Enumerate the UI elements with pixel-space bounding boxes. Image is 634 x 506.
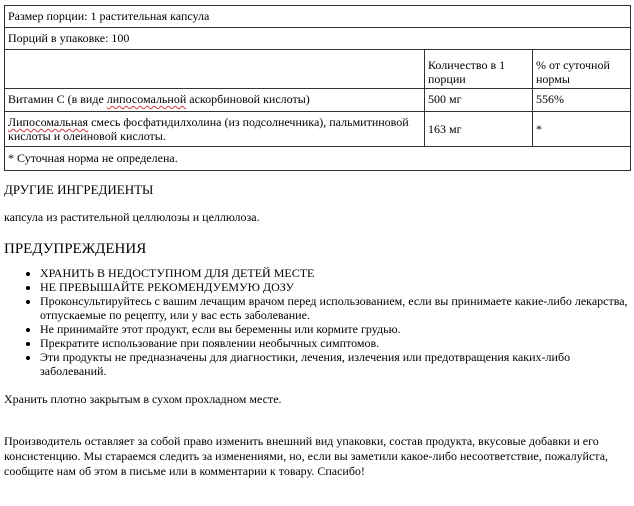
product-info: [4, 5, 630, 479]
ingredient-name-prefix: Витамин C (в виде: [8, 92, 107, 106]
list-item: • Проконсультируйтесь с вашим лечащим врачом перед использованием, если вы принимаете какие-либо лекарства, отпускаемые по рецепту, или у вас есть заболевание.: [40, 294, 630, 322]
list-item: • Не принимайте этот продукт, если вы беременны или кормите грудью.: [40, 322, 630, 336]
header-blank-cell: [5, 50, 425, 89]
list-item: • Прекратите использование при появлении необычных симптомов.: [40, 336, 630, 350]
header-amount: Количество в 1 порции: [425, 50, 533, 89]
header-daily-value: % от суточной нормы: [533, 50, 631, 89]
list-item: • Эти продукты не предназначены для диагностики, лечения, излечения или предотвращения каких-либо заболеваний.: [40, 350, 630, 378]
ingredient-amount: 163 мг: [425, 112, 533, 147]
storage-instructions: Хранить плотно закрытым в сухом прохладном месте.: [4, 392, 282, 406]
list-item: • ХРАНИТЬ В НЕДОСТУПНОМ ДЛЯ ДЕТЕЙ МЕСТЕ: [40, 266, 630, 280]
serving-size-row: [5, 6, 631, 28]
serving-size: Размер порции: 1 растительная капсула: [5, 6, 631, 28]
ingredient-amount: 500 мг: [425, 89, 533, 112]
footnote-row: [5, 147, 631, 171]
other-ingredients-heading: ДРУГИЕ ИНГРЕДИЕНТЫ: [4, 182, 154, 197]
ingredient-daily-value: *: [533, 112, 631, 147]
spellcheck-flagged-word: Липосомальная: [8, 115, 89, 129]
table-header-row: [5, 50, 631, 89]
ingredient-name: [5, 89, 425, 112]
warnings-heading: ПРЕДУПРЕЖДЕНИЯ: [4, 241, 147, 257]
servings-per-container: Порций в упаковке: 100: [5, 28, 631, 50]
spellcheck-flagged-word: липосомальной: [106, 92, 187, 106]
footnote: * Суточная норма не определена.: [5, 147, 631, 171]
supplement-facts-table: [4, 5, 631, 171]
table-row: [5, 89, 631, 112]
ingredient-daily-value: 556%: [533, 89, 631, 112]
other-ingredients-text: капсула из растительной целлюлозы и целлюлоза.: [4, 210, 260, 224]
ingredient-name-suffix: смесь фосфатидилхолина (из подсолнечника), пальмитиновой кислоты и олеиновой кислоты.: [8, 115, 409, 143]
disclaimer: Производитель оставляет за собой право изменить внешний вид упаковки, состав продукта, вкусовые добавки и его консистенцию. Мы стараемся следить за изменениями, но, если вы заметили какое-либо несоответствие, пожалуйста, сообщите нам об этом в письме или в комментарии к товару. Спасибо!: [4, 434, 609, 478]
list-item: • НЕ ПРЕВЫШАЙТЕ РЕКОМЕНДУЕМУЮ ДОЗУ: [40, 280, 630, 294]
servings-per-container-row: [5, 28, 631, 50]
ingredient-name: [5, 112, 425, 147]
warnings-list: [4, 266, 630, 378]
ingredient-name-suffix: аскорбиновой кислоты): [186, 92, 310, 106]
table-row: [5, 112, 631, 147]
